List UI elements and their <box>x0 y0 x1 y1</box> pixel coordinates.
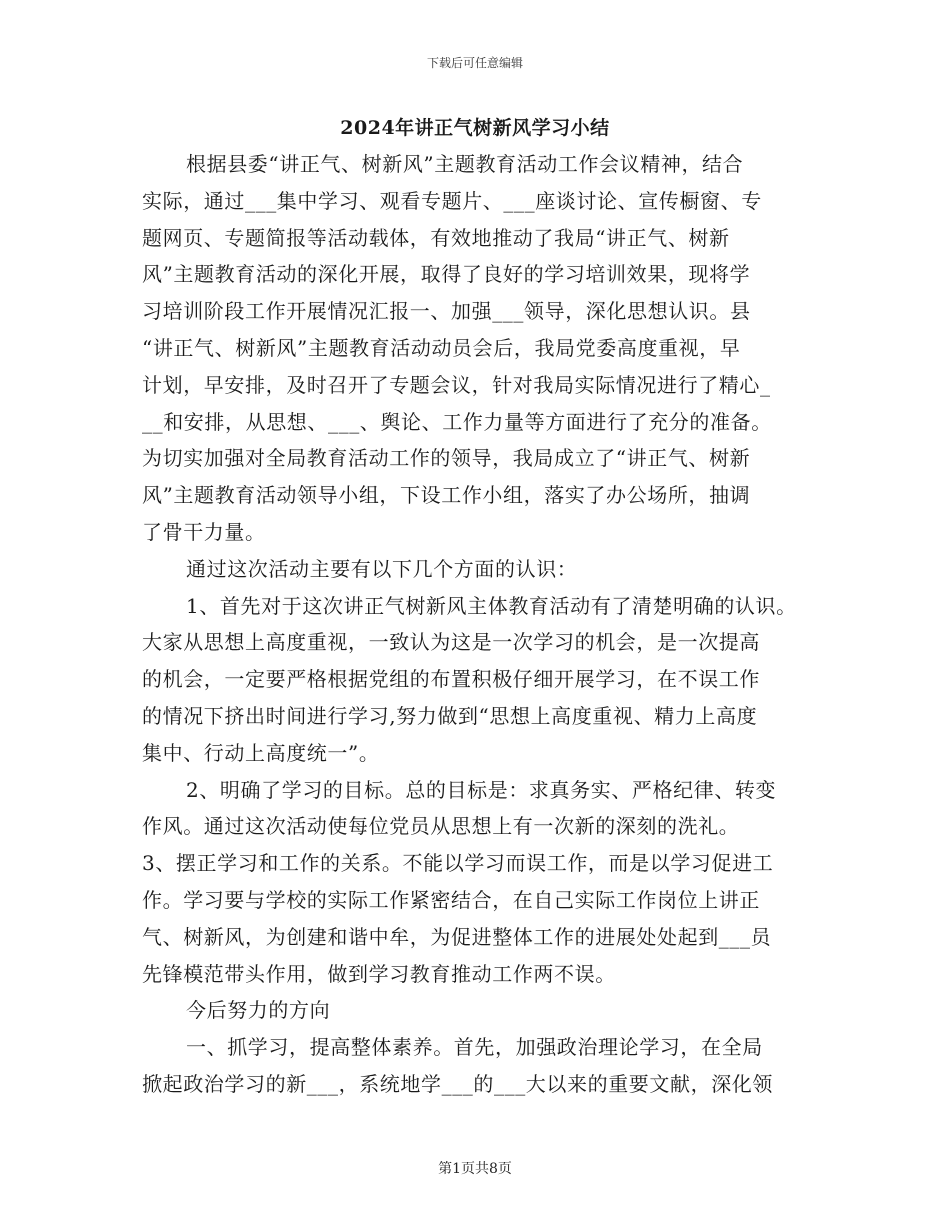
paragraph-line: 气、树新风，为创建和谐中牟，为促进整体工作的进展处处起到___员 <box>142 924 772 949</box>
paragraph-line: 通过这次活动主要有以下几个方面的认识： <box>186 556 578 581</box>
paragraph-line: 集中、行动上高度统一”。 <box>142 740 380 765</box>
paragraph-line: 大家从思想上高度重视，一致认为这是一次学习的机会，是一次提高 <box>142 630 760 655</box>
paragraph-line: “讲正气、树新风”主题教育活动动员会后，我局党委高度重视，早 <box>142 335 741 360</box>
paragraph-line: 作风。通过这次活动使每位党员从思想上有一次新的深刻的洗礼。 <box>142 814 740 839</box>
paragraph-line: 掀起政治学习的新___，系统地学___的___大以来的重要文献，深化领 <box>142 1071 773 1096</box>
paragraph-line: 实际，通过___集中学习、观看专题片、___座谈讨论、宣传橱窗、专 <box>142 188 762 213</box>
document-title: 2024年讲正气树新风学习小结 <box>340 117 610 139</box>
paragraph-line: 计划，早安排，及时召开了专题会议，针对我局实际情况进行了精心_ <box>142 372 771 397</box>
paragraph-line: 先锋模范带头作用，做到学习教育推动工作两不误。 <box>142 961 616 986</box>
paragraph-line: 1、首先对于这次讲正气树新风主体教育活动有了清楚明确的认识。 <box>186 593 797 618</box>
paragraph-line: 为切实加强对全局教育活动工作的领导，我局成立了“讲正气、树新 <box>142 446 751 471</box>
paragraph-line: 根据县委“讲正气、树新风”主题教育活动工作会议精神，结合 <box>186 152 744 176</box>
page-header-note: 下载后可任意编辑 <box>426 56 523 70</box>
paragraph-line: 的机会，一定要严格根据党组的布置积极仔细开展学习，在不误工作 <box>142 667 760 692</box>
paragraph-line: 的情况下挤出时间进行学习,努力做到“思想上高度重视、精力上高度 <box>142 703 758 728</box>
paragraph-line: 题网页、专题简报等活动载体，有效地推动了我局“讲正气、树新 <box>142 225 730 250</box>
paragraph-line: 今后努力的方向 <box>186 998 331 1023</box>
paragraph-line: 3、摆正学习和工作的关系。不能以学习而误工作，而是以学习促进工 <box>142 851 774 876</box>
paragraph-line: 风”主题教育活动的深化开展，取得了良好的学习培训效果，现将学 <box>142 262 751 287</box>
paragraph-line: 习培训阶段工作开展情况汇报一、加强___领导，深化思想认识。县 <box>142 299 751 324</box>
paragraph-line: 了骨干力量。 <box>142 519 266 544</box>
paragraph-line: 一、抓学习，提高整体素养。首先，加强政治理论学习，在全局 <box>186 1035 763 1060</box>
paragraph-line: 作。学习要与学校的实际工作紧密结合，在自己实际工作岗位上讲正 <box>142 887 760 912</box>
document-body <box>142 146 812 1103</box>
paragraph-line: 风”主题教育活动领导小组，下设工作小组，落实了办公场所，抽调 <box>142 483 751 508</box>
paragraph-line: __和安排，从思想、___、舆论、工作力量等方面进行了充分的准备。 <box>142 409 772 434</box>
paragraph-line: 2、明确了学习的目标。总的目标是：求真务实、严格纪律、转变 <box>186 777 777 802</box>
page-number: 第1页共8页 <box>438 1161 512 1177</box>
